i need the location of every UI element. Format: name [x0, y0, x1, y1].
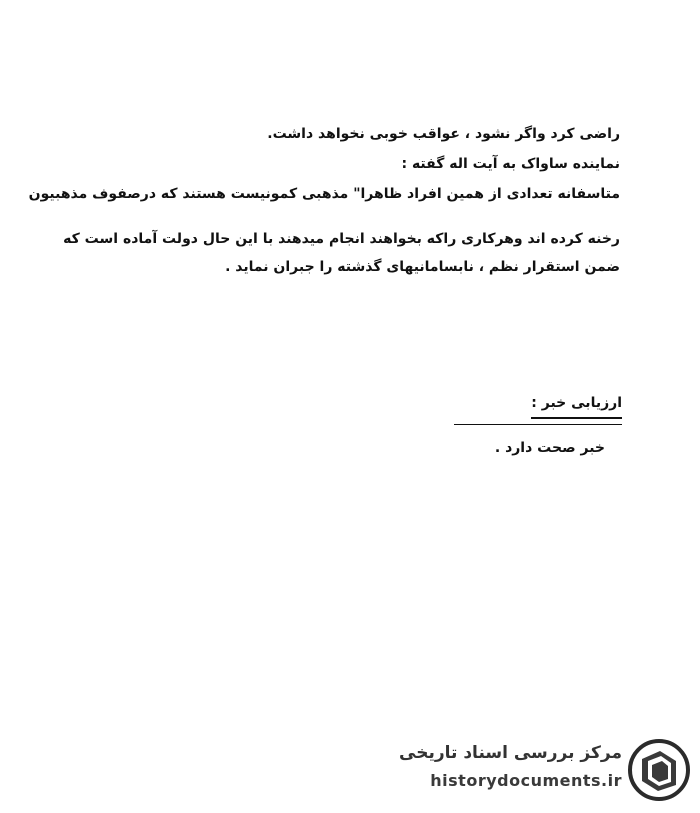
watermark — [400, 735, 690, 805]
document-line-4: رخنه کرده اند وهرکاری راکه بخواهند انجام میدهند با این حال دولت آماده است که — [63, 231, 620, 247]
archive-logo-icon — [628, 739, 690, 801]
watermark-url[interactable]: historydocuments.ir — [430, 771, 622, 790]
watermark-title: مرکز بررسی اسناد تاریخی — [399, 743, 622, 763]
assessment-label: ارزیابی خبر : — [531, 395, 622, 419]
document-line-1: راضی کرد واگر نشود ، عواقب خوبی نخواهد داشت. — [267, 126, 620, 142]
assessment-value: خبر صحت دارد . — [494, 440, 605, 456]
document-line-3: متاسفانه تعدادی از همین افراد ظاهرا" مذهبی کمونیست هستند که درصفوف مذهبیون — [28, 186, 620, 202]
document-line-5: ضمن استقرار نظم ، نابسامانیهای گذشته را جبران نماید . — [225, 259, 620, 275]
assessment-underline — [454, 424, 622, 425]
document-line-2: نماینده ساواک به آیت اله گفته : — [401, 156, 620, 172]
